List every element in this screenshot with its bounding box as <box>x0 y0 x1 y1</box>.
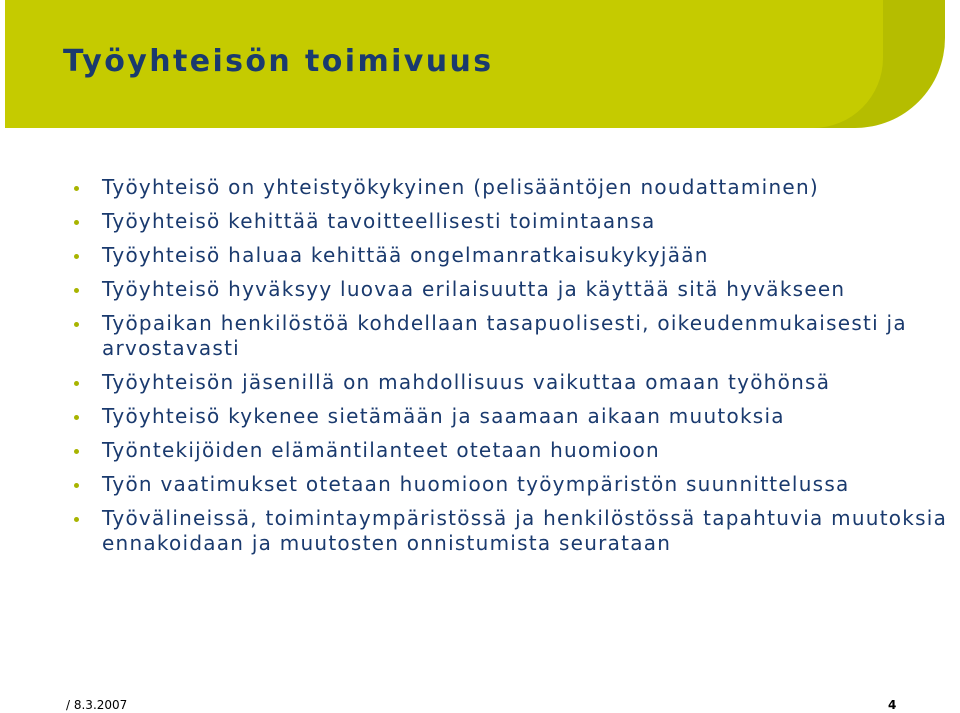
bullet-dot-icon <box>74 220 79 225</box>
bullet-text: Työyhteisön jäsenillä on mahdollisuus vaikuttaa omaan työhönsä <box>102 370 831 394</box>
bullet-dot-icon <box>74 254 79 259</box>
bullet-text: Työyhteisö haluaa kehittää ongelmanratkaisukykyjään <box>102 243 709 267</box>
slide-title: Työyhteisön toimivuus <box>63 44 494 79</box>
bullet-item <box>73 438 953 463</box>
bullet-dot-icon <box>74 288 79 293</box>
bullet-text: Työyhteisö on yhteistyökykyinen (pelisääntöjen noudattaminen) <box>102 175 819 199</box>
bullet-item <box>73 311 953 361</box>
bullet-dot-icon <box>74 483 79 488</box>
bullet-dot-icon <box>74 415 79 420</box>
bullet-item <box>73 243 953 268</box>
bullet-text: Työyhteisö kehittää tavoitteellisesti toimintaansa <box>102 209 656 233</box>
bullet-item <box>73 209 953 234</box>
bullet-dot-icon <box>74 381 79 386</box>
bullet-text: Työntekijöiden elämäntilanteet otetaan huomioon <box>102 438 660 462</box>
bullet-dot-icon <box>74 517 79 522</box>
bullet-dot-icon <box>74 322 79 327</box>
bullet-text: Työyhteisö kykenee sietämään ja saamaan aikaan muutoksia <box>102 404 785 428</box>
bullet-item <box>73 404 953 429</box>
bullet-text: Työn vaatimukset otetaan huomioon työympäristön suunnittelussa <box>102 472 850 496</box>
footer-date: / 8.3.2007 <box>66 698 128 712</box>
bullet-item <box>73 472 953 497</box>
bullet-item <box>73 506 953 556</box>
bullet-dot-icon <box>74 449 79 454</box>
bullet-text: Työvälineissä, toimintaympäristössä ja henkilöstössä tapahtuvia muutoksia ennakoidaan ja muutosten onnistumista seurataan <box>102 506 948 555</box>
bullet-list <box>73 175 953 565</box>
bullet-item <box>73 370 953 395</box>
bullet-item <box>73 277 953 302</box>
bullet-dot-icon <box>74 186 79 191</box>
page-number: 4 <box>888 698 897 712</box>
bullet-item <box>73 175 953 200</box>
bullet-text: Työyhteisö hyväksyy luovaa erilaisuutta ja käyttää sitä hyväkseen <box>102 277 846 301</box>
bullet-text: Työpaikan henkilöstöä kohdellaan tasapuolisesti, oikeudenmukaisesti ja arvostavasti <box>102 311 907 360</box>
